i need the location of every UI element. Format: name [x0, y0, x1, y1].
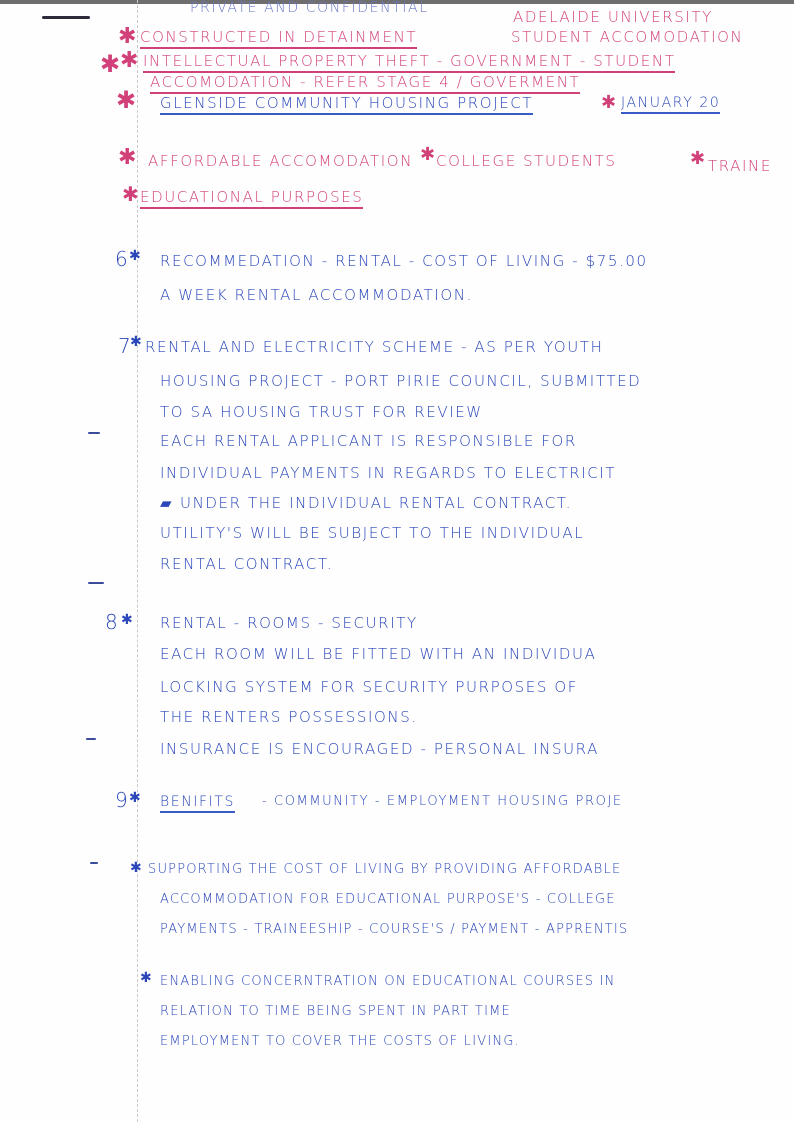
constructed-note: CONSTRUCTED IN DETAINMENT — [140, 28, 417, 49]
asterisk-icon: ✱ — [118, 24, 139, 49]
section-number: 6 — [115, 247, 130, 271]
bullet-line: ENABLING CONCERNTRATION ON EDUCATIONAL COURSES IN — [160, 974, 616, 989]
section-line: LOCKING SYSTEM FOR SECURITY PURPOSES OF — [160, 678, 578, 696]
margin-pen-mark — [88, 432, 100, 434]
asterisk-icon: ✱ — [140, 970, 154, 986]
section-line: UTILITY'S WILL BE SUBJECT TO THE INDIVIDUAL — [160, 524, 585, 542]
section-line: EACH ROOM WILL BE FITTED WITH AN INDIVIDUA — [160, 645, 597, 663]
section-number: 8 — [105, 610, 120, 634]
section-number: 9 — [115, 788, 130, 812]
margin-pen-mark — [90, 862, 98, 864]
section-number: 7 — [118, 334, 133, 358]
section-line: RENTAL AND ELECTRICITY SCHEME - AS PER YOUTH — [145, 338, 604, 356]
asterisk-icon: ✱ — [122, 182, 141, 206]
trainee-label: TRAINE — [708, 157, 772, 175]
asterisk-icon: ✱ — [420, 144, 437, 165]
section-line: HOUSING PROJECT - PORT PIRIE COUNCIL, SUBMITTED — [160, 372, 642, 390]
ip-theft-note: INTELLECTUAL PROPERTY THEFT - GOVERNMENT - STUDENT — [143, 52, 675, 73]
bullet-line: SUPPORTING THE COST OF LIVING BY PROVIDING AFFORDABLE — [148, 862, 622, 877]
bullet-line: PAYMENTS - TRAINEESHIP - COURSE'S / PAYMENT - APPRENTIS — [160, 922, 629, 937]
asterisk-icon: ✱ — [130, 334, 144, 350]
section-line: INSURANCE IS ENCOURAGED - PERSONAL INSURA — [160, 740, 599, 758]
university-label: ADELAIDE UNIVERSITY — [513, 8, 713, 26]
asterisk-icon: ✱ — [601, 92, 618, 113]
benefits-heading-rest: - COMMUNITY - EMPLOYMENT HOUSING PROJE — [262, 794, 623, 809]
asterisk-icon: ✱ — [116, 86, 138, 114]
asterisk-icon: ✱ — [129, 790, 143, 806]
asterisk-icon: ✱ — [121, 612, 135, 628]
recommendation-line: RECOMMEDATION - RENTAL - COST OF LIVING - $75.00 — [160, 252, 648, 270]
section-line: UNDER THE INDIVIDUAL RENTAL CONTRACT. — [180, 494, 573, 512]
educational-purposes-label: EDUCATIONAL PURPOSES — [140, 188, 363, 209]
accomodation-stage-note: ACCOMODATION - REFER STAGE 4 / GOVERMENT — [150, 73, 580, 94]
bullet-line: ACCOMMODATION FOR EDUCATIONAL PURPOSE'S - COLLEGE — [160, 892, 616, 907]
bullet-line: RELATION TO TIME BEING SPENT IN PART TIME — [160, 1004, 511, 1019]
student-accomodation-label: STUDENT ACCOMODATION — [511, 28, 744, 46]
top-left-pen-mark — [42, 16, 90, 19]
glenside-project-title: GLENSIDE COMMUNITY HOUSING PROJECT — [160, 94, 533, 115]
section-line: TO SA HOUSING TRUST FOR REVIEW — [160, 403, 483, 421]
cutoff-header-text: PRIVATE AND CONFIDENTIAL — [190, 0, 429, 12]
college-students-label: COLLEGE STUDENTS — [436, 152, 617, 170]
margin-pen-mark — [88, 582, 104, 584]
asterisk-icon: ✱ — [129, 248, 143, 264]
asterisk-icon: ✱ — [118, 145, 139, 170]
asterisk-icon: ✱ — [130, 860, 144, 876]
margin-pen-mark — [86, 738, 96, 740]
affordable-accomodation-label: AFFORDABLE ACCOMODATION — [148, 152, 414, 170]
asterisk-icon: ✱ — [120, 48, 141, 73]
section-line: INDIVIDUAL PAYMENTS IN REGARDS TO ELECTRICIT — [160, 464, 617, 482]
section-line: RENTAL - ROOMS - SECURITY — [160, 614, 418, 632]
section-line: RENTAL CONTRACT. — [160, 555, 334, 573]
bullet-line: EMPLOYMENT TO COVER THE COSTS OF LIVING. — [160, 1034, 520, 1049]
section-line: THE RENTERS POSSESSIONS. — [160, 708, 418, 726]
asterisk-icon: ✱ — [690, 148, 707, 169]
asterisk-icon: ✱ — [100, 50, 122, 78]
benefits-heading: BENIFITS — [160, 794, 235, 813]
recommendation-line: A WEEK RENTAL ACCOMMODATION. — [160, 286, 473, 304]
section-line: EACH RENTAL APPLICANT IS RESPONSIBLE FOR — [160, 432, 577, 450]
ink-smudge-icon: ▰ — [160, 494, 174, 512]
date-label: JANUARY 20 — [621, 95, 720, 114]
